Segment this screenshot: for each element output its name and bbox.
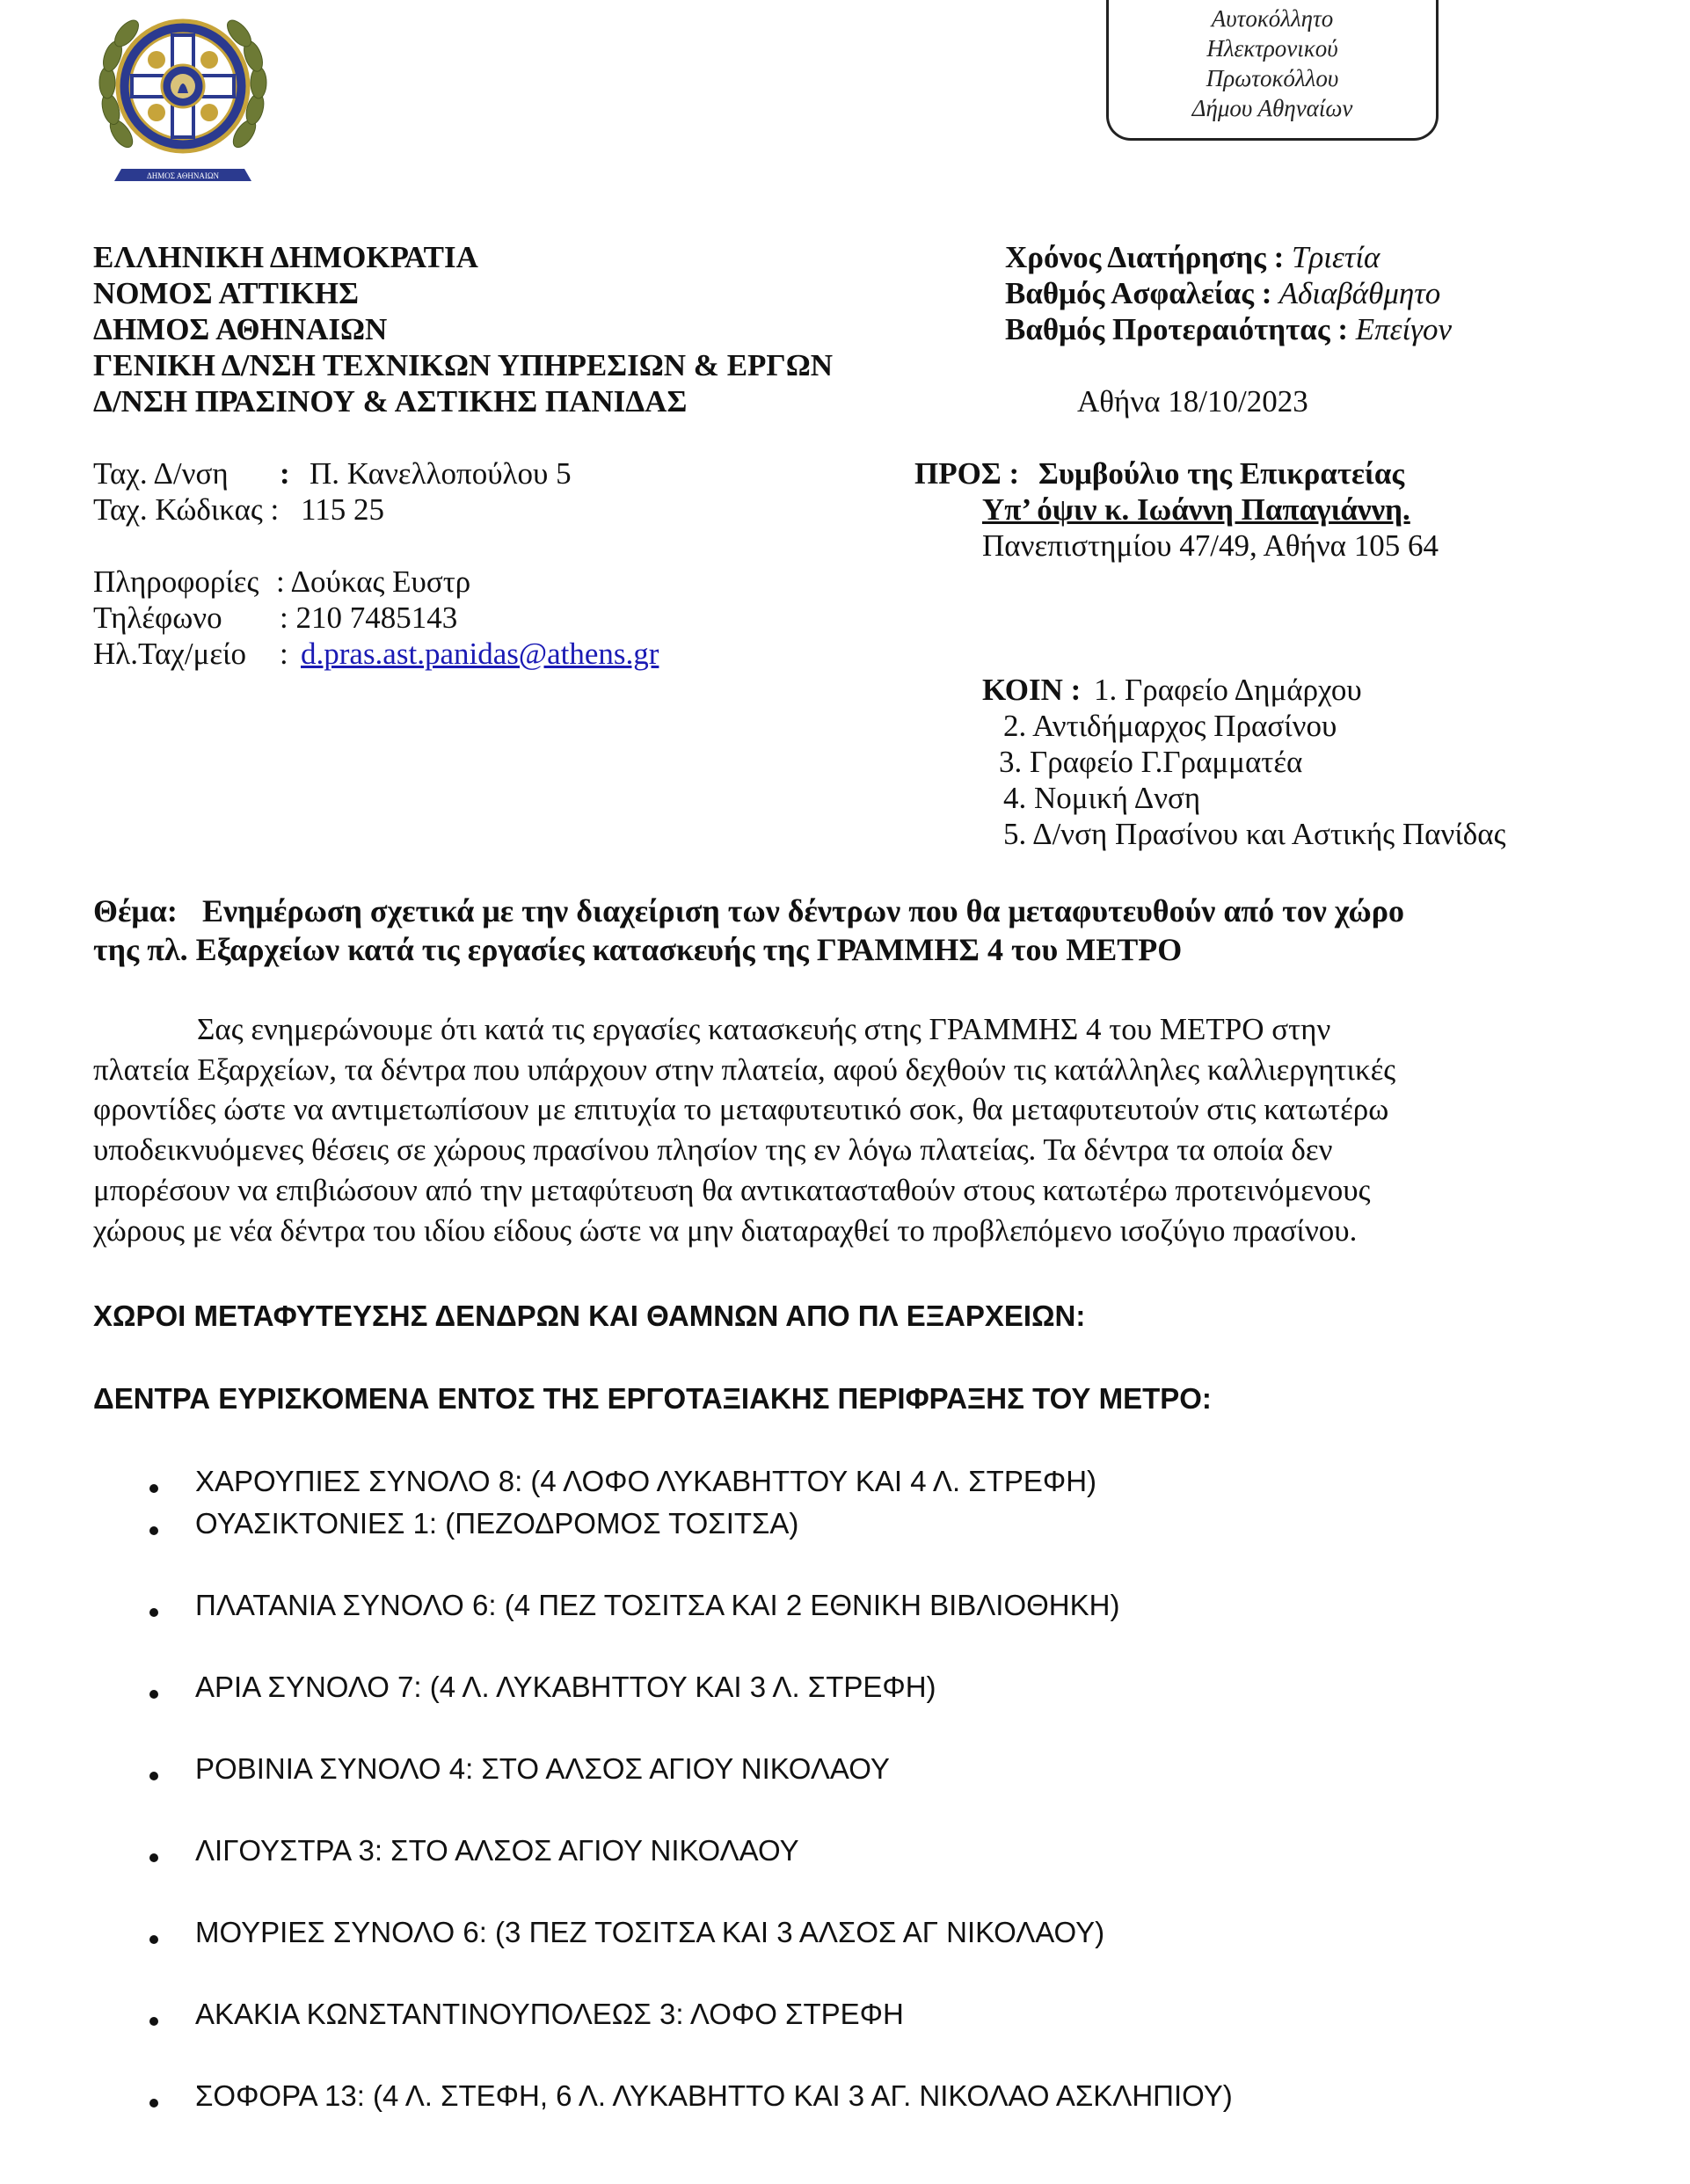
- info-label: Πληροφορίες: [93, 564, 259, 599]
- body-paragraph: [93, 1009, 1562, 1250]
- list-item: ΡΟΒΙΝΙΑ ΣΥΝΟΛΟ 4: ΣΤΟ ΑΛΣΟΣ ΑΓΙΟΥ ΝΙΚΟΛΑΟΥ: [195, 1752, 890, 1785]
- recipient-attention: Υπ’ όψιν κ. Ιωάννη Παπαγιάννη.: [982, 492, 1410, 527]
- seal-ribbon-text: ΔΗΜΟΣ ΑΘΗΝΑΙΩΝ: [146, 171, 220, 180]
- body-line: χώρους με νέα δέντρα του ιδίου είδους ώστε να μην διαταραχθεί το προβλεπόμενο ισοζύγιο πρασίνου.: [93, 1212, 1358, 1248]
- sticker-line: Πρωτοκόλλου: [1206, 65, 1339, 91]
- phone-value: : 210 7485143: [280, 601, 458, 635]
- list-item: ΑΚΑΚΙΑ ΚΩΝΣΤΑΝΤΙΝΟΥΠΟΛΕΩΣ 3: ΛΟΦΟ ΣΤΡΕΦΗ: [195, 1998, 904, 2030]
- authority-line: ΓΕΝΙΚΗ Δ/ΝΣΗ ΤΕΧΝΙΚΩΝ ΥΠΗΡΕΣΙΩΝ & ΕΡΓΩΝ: [93, 348, 833, 382]
- municipality-seal-logo: [95, 2, 271, 197]
- cc-item: 3. Γραφείο Γ.Γραμματέα: [999, 745, 1303, 779]
- security-label: Βαθμός Ασφαλείας :: [1005, 276, 1272, 310]
- list-item: ΧΑΡΟΥΠΙΕΣ ΣΥΝΟΛΟ 8: (4 ΛΟΦΟ ΛΥΚΑΒΗΤΤΟΥ ΚΑΙ 4 Λ. ΣΤΡΕΦΗ): [195, 1465, 1097, 1497]
- list-item: ΣΟΦΟΡΑ 13: (4 Λ. ΣΤΕΦΗ, 6 Λ. ΛΥΚΑΒΗΤΤΟ ΚΑΙ 3 ΑΓ. ΝΙΚΟΛΑΟ ΑΣΚΛΗΠΙΟΥ): [195, 2079, 1233, 2112]
- security-level: [1005, 275, 1452, 311]
- section-heading: ΧΩΡΟΙ ΜΕΤΑΦΥΤΕΥΣΗΣ ΔΕΝΔΡΩΝ ΚΑΙ ΘΑΜΝΩΝ ΑΠΟ ΠΛ ΕΞΑΡΧΕΙΩΝ:: [93, 1299, 1086, 1332]
- subject-line: Ενημέρωση σχετικά με την διαχείριση των δέντρων που θα μεταφυτευθούν από τον χώρο: [202, 893, 1404, 928]
- bullet-icon: [149, 1690, 158, 1699]
- list-item: ΑΡΙΑ ΣΥΝΟΛΟ 7: (4 Λ. ΛΥΚΑΒΗΤΤΟΥ ΚΑΙ 3 Λ. ΣΤΡΕΦΗ): [195, 1671, 936, 1703]
- body-line: Σας ενημερώνουμε ότι κατά τις εργασίες κατασκευής στης ΓΡΑΜΜΗΣ 4 του ΜΕΤΡΟ στην: [197, 1012, 1331, 1046]
- cc-item: 1. Γραφείο Δημάρχου: [1094, 673, 1362, 707]
- recipient-name: Συμβούλιο της Επικρατείας: [1038, 456, 1405, 491]
- retention-label: Χρόνος Διατήρησης :: [1005, 240, 1285, 274]
- document-date: Αθήνα 18/10/2023: [1077, 384, 1308, 419]
- cc-item: 5. Δ/νση Πρασίνου και Αστικής Πανίδας: [1003, 817, 1506, 851]
- bullet-icon: [149, 1853, 158, 1862]
- list-item: ΛΙΓΟΥΣΤΡΑ 3: ΣΤΟ ΑΛΣΟΣ ΑΓΙΟΥ ΝΙΚΟΛΑΟΥ: [195, 1834, 799, 1867]
- contact-address-row: [93, 455, 229, 491]
- email-label: Ηλ.Ταχ/μείο: [93, 637, 246, 671]
- authority-line: Δ/ΝΣΗ ΠΡΑΣΙΝΟΥ & ΑΣΤΙΚΗΣ ΠΑΝΙΔΑΣ: [93, 384, 688, 419]
- cc-item: 4. Νομική Δνση: [1003, 781, 1201, 815]
- bullet-icon: [149, 1608, 158, 1617]
- retention-period: [1005, 239, 1452, 275]
- protocol-sticker-box: [1106, 0, 1439, 141]
- section-heading: ΔΕΝΤΡΑ ΕΥΡΙΣΚΟΜΕΝΑ ΕΝΤΟΣ ΤΗΣ ΕΡΓΟΤΑΞΙΑΚΗΣ ΠΕΡΙΦΡΑΞΗΣ ΤΟΥ ΜΕΤΡΟ:: [93, 1382, 1212, 1415]
- body-line: πλατεία Εξαρχείων, τα δέντρα που υπάρχουν στην πλατεία, αφού δεχθούν τις κατάλληλες καλλιεργητικές: [93, 1052, 1396, 1087]
- address-separator: :: [280, 456, 290, 491]
- email-link[interactable]: d.pras.ast.panidas@athens.gr: [301, 637, 659, 671]
- body-line: υποδεικνυόμενες θέσεις σε χώρους πρασίνου πλησίον της εν λόγω πλατείας. Τα δέντρα τα οποία δεν: [93, 1132, 1333, 1168]
- retention-value: Τριετία: [1284, 240, 1380, 274]
- classification-block: [1005, 239, 1452, 347]
- sticker-line: Δήμου Αθηναίων: [1191, 95, 1353, 121]
- seal-emblem-icon: [95, 2, 271, 197]
- bullet-icon: [149, 1484, 158, 1493]
- bullet-icon: [149, 1935, 158, 1944]
- address-value: Π. Κανελλοπούλου 5: [310, 456, 572, 491]
- cc-label: ΚΟΙΝ :: [982, 673, 1082, 707]
- recipient-address: Πανεπιστημίου 47/49, Αθήνα 105 64: [982, 528, 1439, 563]
- list-item: ΜΟΥΡΙΕΣ ΣΥΝΟΛΟ 6: (3 ΠΕΖ ΤΟΣΙΤΣΑ ΚΑΙ 3 ΑΛΣΟΣ ΑΓ ΝΙΚΟΛΑΟΥ): [195, 1916, 1105, 1948]
- sticker-line: Ηλεκτρονικού: [1206, 35, 1338, 62]
- address-label: Ταχ. Δ/νση: [93, 456, 229, 491]
- body-line: μπορέσουν να επιβιώσουν από την μεταφύτευση θα αντικατασταθούν στους κατωτέρω προτεινόμενους: [93, 1172, 1371, 1207]
- phone-label: Τηλέφωνο: [93, 601, 222, 635]
- bullet-icon: [149, 2017, 158, 2026]
- postcode-label: Ταχ. Κώδικας :: [93, 492, 280, 527]
- info-value: : Δούκας Ευστρ: [276, 564, 471, 599]
- authority-line: ΔΗΜΟΣ ΑΘΗΝΑΙΩΝ: [93, 312, 388, 346]
- authority-line: ΕΛΛΗΝΙΚΗ ΔΗΜΟΚΡΑΤΙΑ: [93, 240, 478, 274]
- list-item: ΟΥΑΣΙΚΤΟΝΙΕΣ 1: (ΠΕΖΟΔΡΟΜΟΣ ΤΟΣΙΤΣΑ): [195, 1507, 799, 1540]
- contact-postcode-row: [93, 491, 279, 528]
- security-value: Αδιαβάθμητο: [1271, 276, 1441, 310]
- priority-level: [1005, 311, 1452, 347]
- subject-label: Θέμα:: [93, 893, 178, 928]
- body-line: φροντίδες ώστε να αντιμετωπίσουν με επιτυχία το μεταφυτευτικό σοκ, θα μεταφυτευτούν στις κατωτέρω: [93, 1092, 1389, 1127]
- recipient-to-label: ΠΡΟΣ :: [914, 456, 1020, 491]
- authority-line: ΝΟΜΟΣ ΑΤΤΙΚΗΣ: [93, 276, 359, 310]
- postcode-value: 115 25: [301, 492, 384, 527]
- bullet-icon: [149, 1526, 158, 1535]
- email-separator: :: [280, 637, 288, 671]
- priority-value: Επείγον: [1348, 312, 1453, 346]
- bullet-icon: [149, 1772, 158, 1780]
- cc-item: 2. Αντιδήμαρχος Πρασίνου: [1003, 709, 1337, 743]
- issuing-authority-block: [93, 239, 833, 419]
- sticker-line: Αυτοκόλλητο: [1211, 5, 1334, 32]
- priority-label: Βαθμός Προτεραιότητας :: [1005, 312, 1349, 346]
- bullet-icon: [149, 2099, 158, 2108]
- subject-line: της πλ. Εξαρχείων κατά τις εργασίες κατασκευής της ΓΡΑΜΜΗΣ 4 του ΜΕΤΡΟ: [93, 932, 1183, 967]
- list-item: ΠΛΑΤΑΝΙΑ ΣΥΝΟΛΟ 6: (4 ΠΕΖ ΤΟΣΙΤΣΑ ΚΑΙ 2 ΕΘΝΙΚΗ ΒΙΒΛΙΟΘΗΚΗ): [195, 1589, 1120, 1621]
